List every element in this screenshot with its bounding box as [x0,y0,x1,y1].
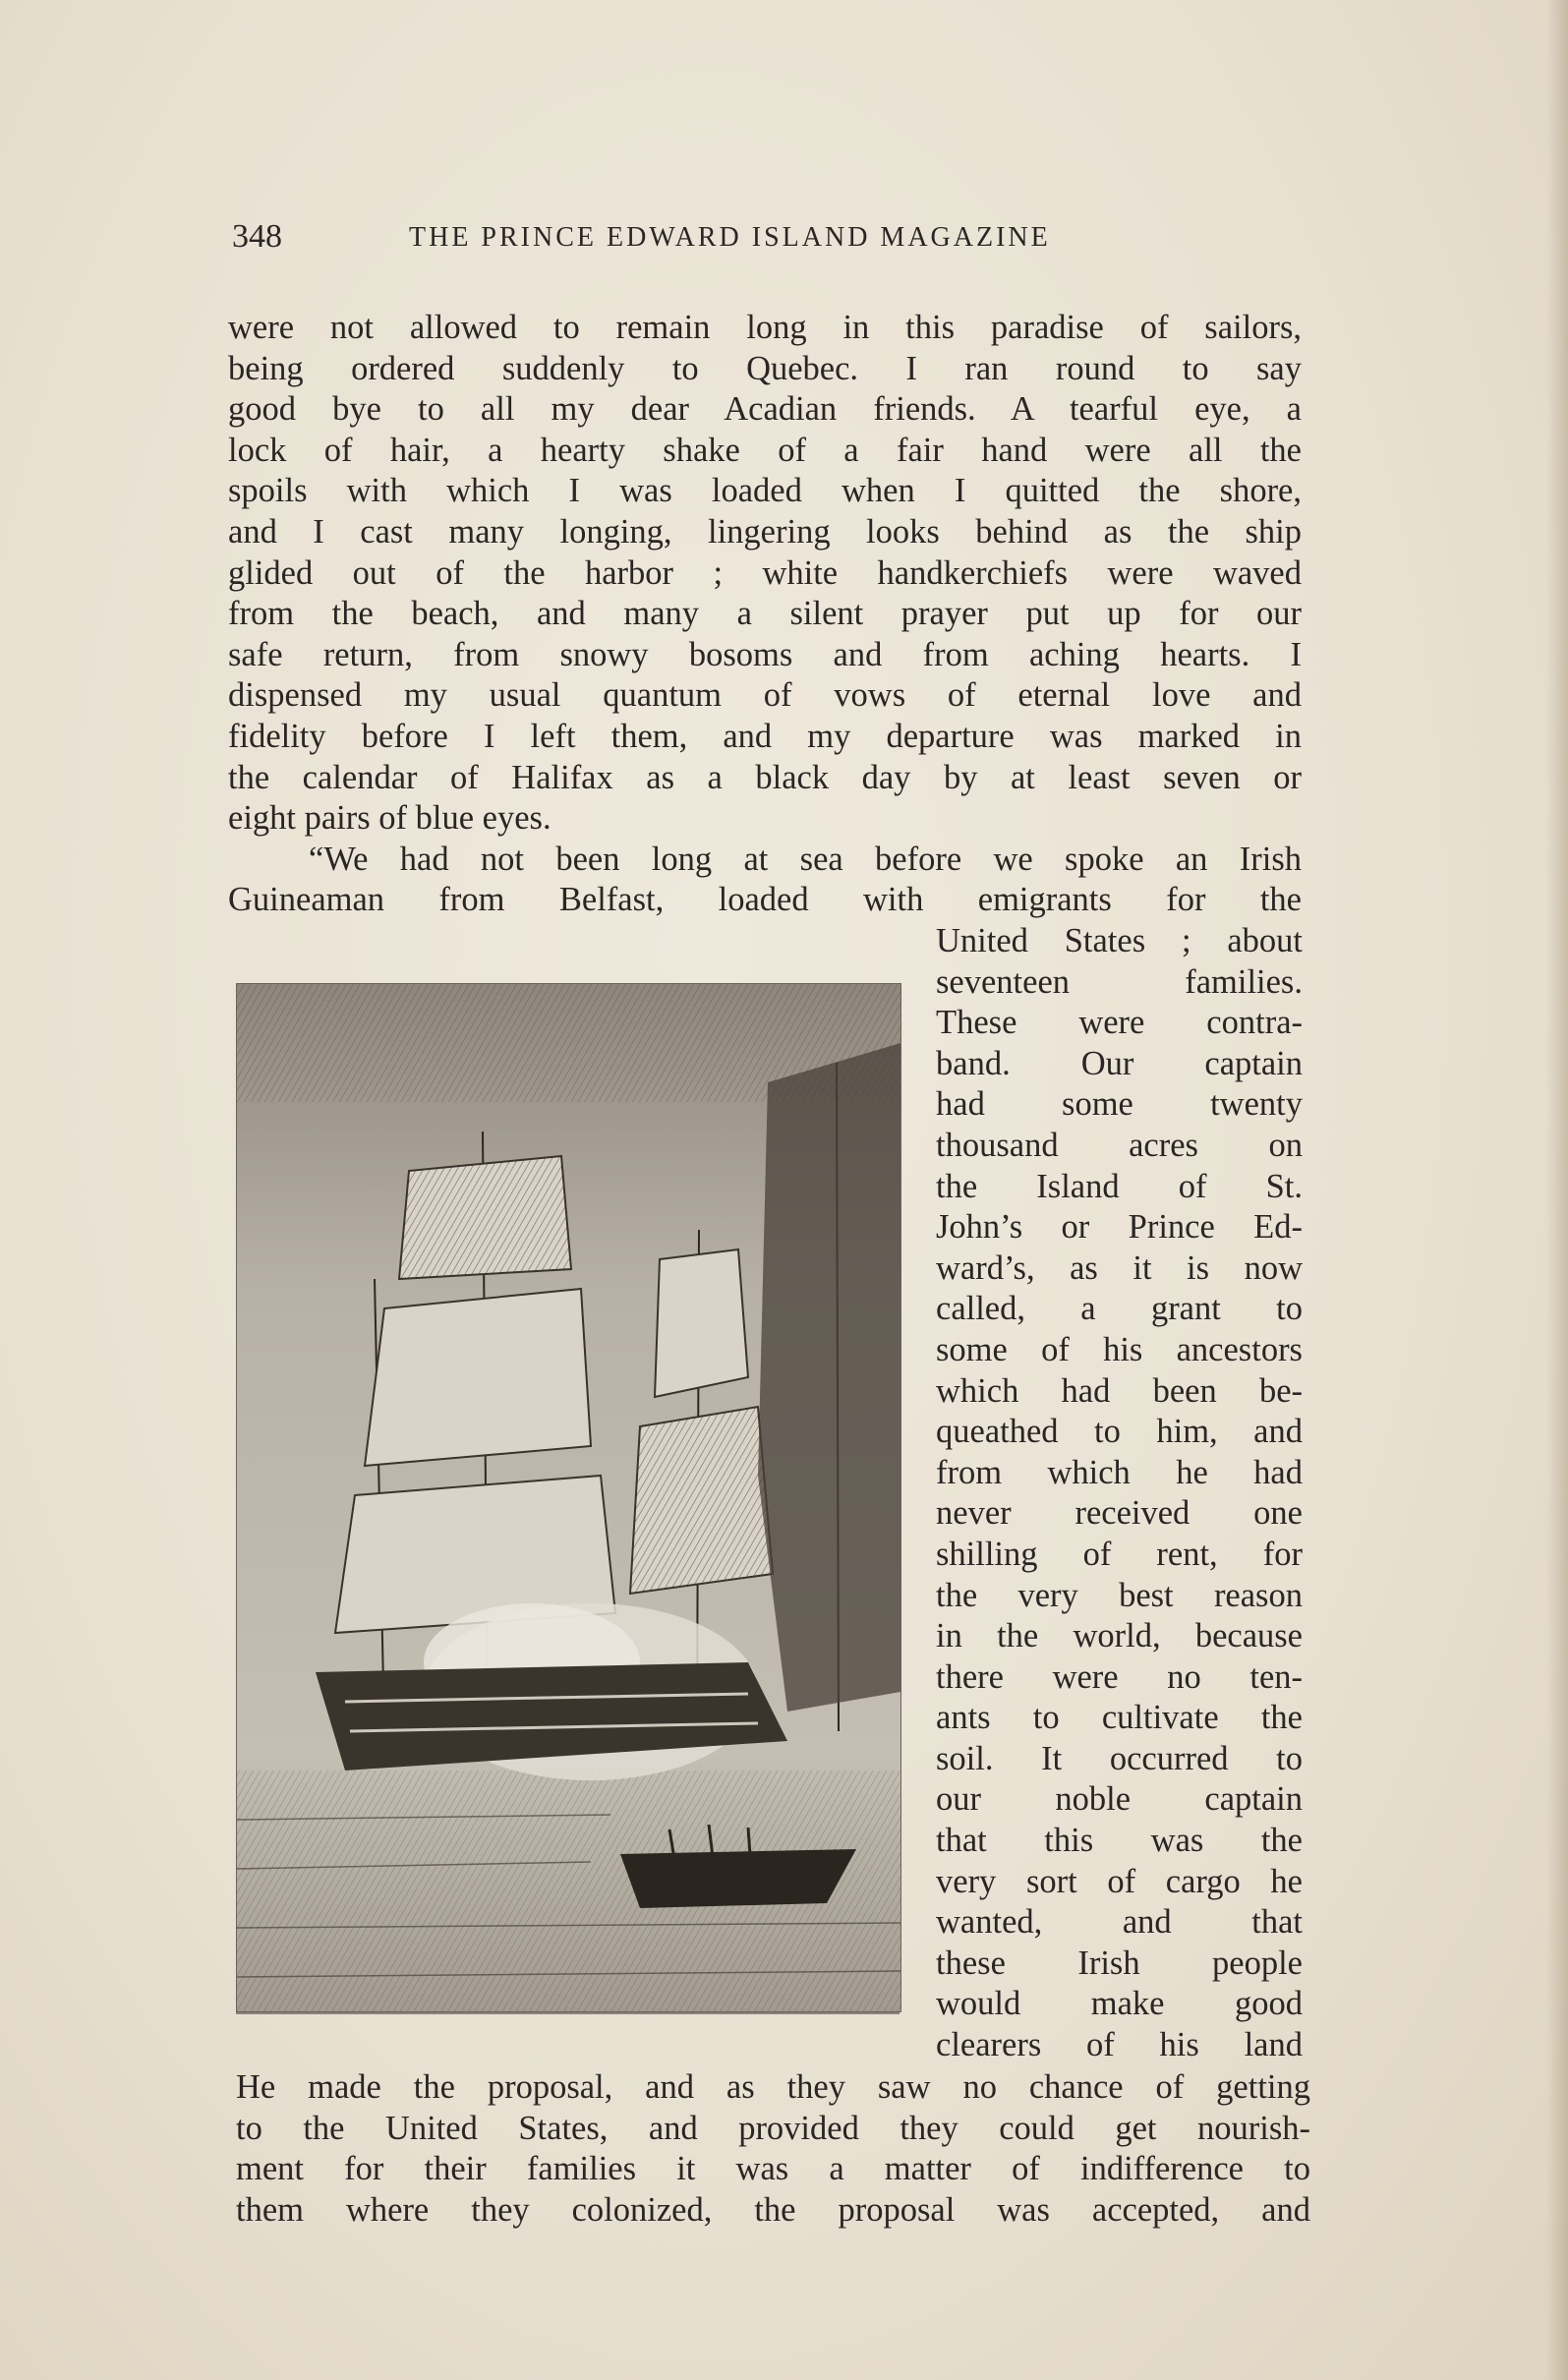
text-line: soil. It occurred to [936,1739,1303,1777]
text-line: ment for their families it was a matter of indifference to [236,2150,1310,2188]
text-line: ward’s, as it is now [936,1248,1303,1287]
bottom-paragraph [236,2067,1310,2231]
text-line: good bye to all my dear Acadian friends. A tearful eye, a [228,390,1302,429]
text-line: never received one [936,1494,1303,1533]
text-line: He made the proposal, and as they saw no chance of getting [236,2068,1310,2106]
text-line: that this was the [936,1822,1303,1860]
page-number: 348 [232,218,282,255]
text-line: some of his ancestors [936,1330,1303,1368]
top-paragraphs [228,308,1302,921]
text-line: which had been be- [936,1371,1303,1410]
text-line: safe return, from snowy bosoms and from aching hearts. I [228,635,1302,673]
page-edge [1546,0,1568,2380]
text-line: seventeen families. [936,962,1303,1001]
text-line: them where they colonized, the proposal was accepted, and [236,2190,1310,2229]
text-line: called, a grant to [936,1290,1303,1328]
text-line: clearers of his land [936,2026,1303,2064]
illustration-rule [236,2012,900,2014]
text-line: and I cast many longing, lingering looks behind as the ship [228,512,1302,551]
text-line: in the world, because [936,1617,1303,1655]
text-line: there were no ten- [936,1657,1303,1696]
text-line: were not allowed to remain long in this paradise of sailors, [228,309,1302,346]
text-line: wanted, and that [936,1903,1303,1942]
text-line: thousand acres on [936,1126,1303,1164]
text-line: shilling of rent, for [936,1535,1303,1573]
ship-engraving-illustration [236,983,901,2012]
text-line: spoils with which I was loaded when I quitted the shore, [228,472,1302,510]
text-line: ants to cultivate the [936,1699,1303,1737]
text-line: United States ; about [936,922,1303,959]
text-line: the Island of St. [936,1167,1303,1205]
text-line: very sort of cargo he [936,1862,1303,1900]
text-line: had some twenty [936,1085,1303,1124]
text-line: being ordered suddenly to Quebec. I ran round to say [228,349,1302,387]
text-line: these Irish people [936,1944,1303,1982]
text-line: glided out of the harbor ; white handkerchiefs were waved [228,553,1302,592]
text-line: queathed to him, and [936,1413,1303,1451]
text-line: to the United States, and provided they could get nourish- [236,2109,1310,2147]
wrapped-column [936,921,1303,2066]
text-line: dispensed my usual quantum of vows of eternal love and [228,676,1302,715]
text-line: our noble captain [936,1780,1303,1819]
text-line: would make good [936,1985,1303,2023]
text-line: from which he had [936,1453,1303,1491]
text-line: fidelity before I left them, and my departure was marked in [228,717,1302,755]
text-line: from the beach, and many a silent prayer put up for our [228,595,1302,633]
text-line: lock of hair, a hearty shake of a fair hand were all the [228,431,1302,469]
text-line: band. Our captain [936,1044,1303,1082]
text-line: the very best reason [936,1576,1303,1614]
text-line: “We had not been long at sea before we spoke an Irish [309,840,1302,878]
text-line: John’s or Prince Ed- [936,1208,1303,1247]
running-title: THE PRINCE EDWARD ISLAND MAGAZINE [409,222,1051,253]
text-line: eight pairs of blue eyes. [228,799,552,838]
text-line: Guineaman from Belfast, loaded with emigrants for the [228,881,1302,919]
text-line: These were contra- [936,1004,1303,1042]
text-line: the calendar of Halifax as a black day by at least seven or [228,758,1302,796]
